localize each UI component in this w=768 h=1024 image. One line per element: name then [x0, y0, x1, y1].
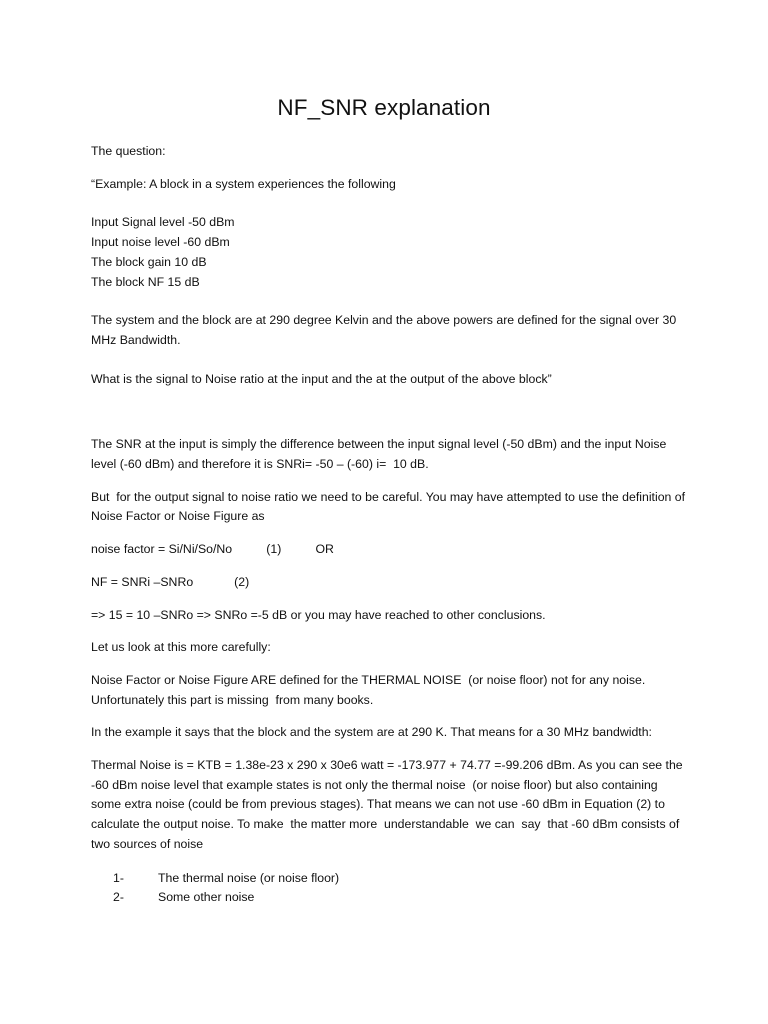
list-item-text: The thermal noise (or noise floor) [158, 870, 340, 885]
list-marker: 1- [113, 870, 124, 885]
list-marker: 2- [113, 890, 124, 905]
equation-nf: NF = SNRi –SNRo (2) [91, 574, 250, 589]
paragraph-input-signal: Input Signal level -50 dBm [91, 215, 235, 230]
list-item [113, 888, 691, 908]
document-body [91, 142, 691, 908]
document-title: NF_SNR explanation [277, 95, 491, 120]
paragraph-snro-result: => 15 = 10 –SNRo => SNRo =-5 dB or you may have reached to other conclusions. [91, 607, 546, 622]
paragraph-input-noise: Input noise level -60 dBm [91, 235, 230, 250]
paragraph-output-snr-caution: But for the output signal to noise ratio we need to be careful. You may have attempted to use the definition of Noise Factor or Noise Figure as [91, 489, 689, 524]
paragraph-question: What is the signal to Noise ratio at the input and the at the output of the above block” [91, 371, 552, 386]
paragraph-question-heading: The question: [91, 144, 166, 158]
paragraph-example-intro: “Example: A block in a system experiences the following [91, 176, 396, 191]
paragraph-temperature-bandwidth: In the example it says that the block and the system are at 290 K. That means for a 30 MHz bandwidth: [91, 725, 652, 740]
paragraph-thermal-noise-calc: Thermal Noise is = KTB = 1.38e-23 x 290 x 30e6 watt = -173.977 + 74.77 =-99.206 dBm. As you can see the -60 dBm noise level that example states is not only the thermal noise (or noise floor) but also containing some extra noise (could be from previous stages). That means we can not use -60 dBm in Equation (2) to calculate the output noise. To make the matter more understandable we can say that -60 dBm consists of two sources of noise [91, 758, 687, 851]
paragraph-system-conditions: The system and the block are at 290 degree Kelvin and the above powers are defined for the signal over 30 MHz Bandwidth. [91, 313, 680, 347]
equation-noise-factor: noise factor = Si/Ni/So/No (1) OR [91, 542, 334, 557]
paragraph-thermal-noise-definition: Noise Factor or Noise Figure ARE defined for the THERMAL NOISE (or noise floor) not for any noise. Unfortunately this part is missing from many books. [91, 672, 649, 707]
paragraph-input-snr: The SNR at the input is simply the difference between the input signal level (-50 dBm) and the input Noise level (-60 dBm) and therefore it is SNRi= -50 – (-60) i= 10 dB. [91, 437, 670, 472]
list-item-text: Some other noise [158, 890, 255, 905]
paragraph-look-carefully: Let us look at this more carefully: [91, 640, 271, 655]
noise-sources-list [91, 869, 691, 908]
paragraph-block-nf: The block NF 15 dB [91, 274, 200, 289]
list-item [113, 869, 691, 889]
paragraph-block-gain: The block gain 10 dB [91, 254, 207, 269]
